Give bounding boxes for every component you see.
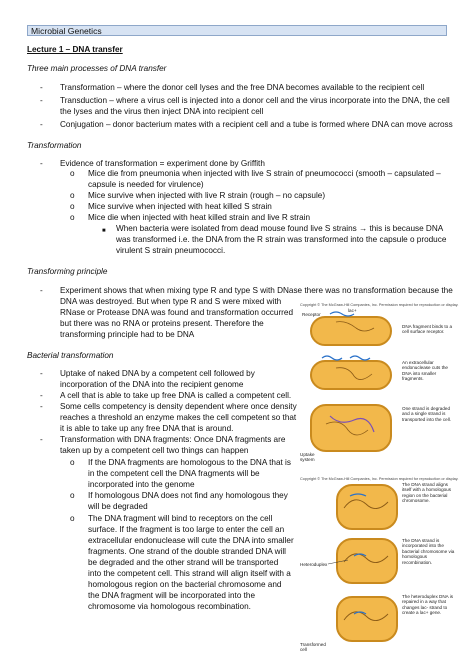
figure-copyright: Copyright © The McGraw-Hill Companies, Inc. Permission required for reproduction or display. (300, 477, 459, 481)
list-item: Uptake of naked DNA by a competent cell followed by (60, 369, 255, 378)
list-item: will be degraded (88, 502, 148, 511)
bullet-circle: o (70, 514, 75, 523)
list-item: A cell that is able to take up free DNA is called a competent cell. (60, 391, 292, 400)
bullet-dash: - (40, 96, 43, 105)
list-item: The DNA fragment will bind to receptors on the cell (88, 514, 273, 523)
list-item: reaches a threshold an enzyme makes the cell competent so that (60, 413, 297, 422)
dna-strands-graphic (300, 300, 400, 460)
page-header: Microbial Genetics (27, 25, 447, 36)
section-title-transforming-principle: Transforming principle (27, 267, 108, 276)
figure-copyright: Copyright © The McGraw-Hill Companies, Inc. Permission required for reproduction or display. (300, 303, 459, 307)
bullet-circle: o (70, 491, 75, 500)
list-item: but there was no RNA or proteins present. Therefore the (60, 319, 264, 328)
list-item: When bacteria were isolated from dead mouse found live S strains → this is because DNA (116, 224, 444, 233)
section-title-bacterial-transformation: Bacterial transformation (27, 351, 114, 360)
bullet-dash: - (40, 159, 43, 168)
list-item: incorporated into the genome (88, 480, 195, 489)
figure-note: DNA fragment binds to a cell surface receptor. (402, 324, 453, 335)
list-item: chromosome via homologous recombination. (88, 602, 251, 611)
bullet-dash: - (40, 286, 43, 295)
section-title-transformation: Transformation (27, 141, 82, 150)
bullet-circle: o (70, 213, 75, 222)
bullet-circle: o (70, 458, 75, 467)
label-heteroduplex: Heteroduplex (300, 562, 328, 567)
list-item: transforming principle had to be DNA (60, 330, 195, 339)
list-item: incorporation of the DNA into the recipient genome (60, 380, 244, 389)
figure-dna-uptake (300, 300, 460, 470)
bullet-circle: o (70, 202, 75, 211)
bullet-square: ■ (102, 228, 106, 234)
list-item: it is able to take up any free DNA that is around. (60, 424, 234, 433)
list-item: in the competent cell the DNA fragments will be (88, 469, 260, 478)
list-item: capsule is needed for virulence) (88, 180, 204, 189)
label-transformed-cell: Transformed cell (300, 642, 326, 653)
figure-recombination (300, 474, 460, 664)
list-item: If homologous DNA does not find any homologous they (88, 491, 288, 500)
figure-note: The heteroduplex DNA is repaired in a way that changes lac- strand to create a lac+ gene. (402, 594, 454, 616)
list-item: the lyses and the virus then inject DNA into recipient cell (60, 107, 264, 116)
list-item: Transformation with DNA fragments: Once DNA fragments are (60, 435, 286, 444)
list-item: was transformed i.e. the DNA from the R strain was transformed into the capsule o produce (116, 235, 447, 244)
label-receptor: Receptor (302, 312, 321, 317)
list-item: Some cells competency is density dependent where once density (60, 402, 297, 411)
section-title-processes: Three main processes of DNA transfer (27, 64, 167, 73)
lecture-title: Lecture 1 – DNA transfer (27, 45, 123, 54)
bullet-dash: - (40, 83, 43, 92)
list-item: RNase or Protease DNA was found and transformation occurred (60, 308, 294, 317)
bullet-dash: - (40, 120, 43, 129)
list-item: If the DNA fragments are homologous to the DNA that is (88, 458, 291, 467)
bullet-dash: - (40, 435, 43, 444)
bullet-dash: - (40, 402, 43, 411)
figure-note: The DNA strand aligns itself with a homologous region on the bacterial chromosome. (402, 482, 452, 504)
list-item: homologous region on the bacterial chromosome and (88, 580, 282, 589)
figure-note: The DNA strand is incorporated into the bacterial chromosome via homologous recombination. (402, 538, 455, 565)
bullet-dash: - (40, 369, 43, 378)
list-item: Transformation – where the donor cell lyses and the free DNA becomes available to the recipient cell (60, 83, 425, 92)
label-uptake-system: Uptake system (300, 452, 315, 463)
list-item: Mice die from pneumonia when injected with live S strain of pneumococci (smooth – capsulated – (88, 169, 441, 178)
list-item: DNA was destroyed. But when type R and S were mixed with (60, 297, 282, 306)
list-item: fragments. One strand of the double stranded DNA will (88, 547, 286, 556)
list-item: Mice die when injected with heat killed strain and live R strain (88, 213, 311, 222)
figure-note: An extracellular endonuclease cuts the DNA into smaller fragments. (402, 360, 448, 382)
list-item: extracellular endonuclease will cute the DNA into smaller (88, 536, 294, 545)
list-item: into the competent cell. This strand will align itself with a (88, 569, 291, 578)
list-item: Mice survive when injected with heat killed S strain (88, 202, 272, 211)
list-item: Evidence of transformation = experiment done by Griffith (60, 159, 265, 168)
list-item: the DNA fragment will be incorporated into the (88, 591, 256, 600)
bullet-circle: o (70, 169, 75, 178)
figure-note: One strand is degraded and a single strand is transported into the cell. (402, 406, 452, 422)
label-lac: lac+ (348, 308, 357, 313)
list-item: Transduction – where a virus cell is injected into a donor cell and the virus incorporate into the DNA, the cell (60, 96, 450, 105)
list-item: be degraded and the other strand will be transported (88, 558, 279, 567)
list-item: Mice survive when injected with live R strain (rough – no capsule) (88, 191, 326, 200)
list-item: Experiment shows that when mixing type R and type S with DNase there was no transformation because the (60, 286, 453, 295)
list-item: surface. If the fragment is too large to enter the cell an (88, 525, 285, 534)
list-item: virulent S strain pneumococci. (116, 246, 226, 255)
list-item: taken up by a competent cell two things can happen (60, 446, 249, 455)
bullet-circle: o (70, 191, 75, 200)
list-item: Conjugation – donor bacterium mates with a recipient cell and a tube is formed where DNA can move across (60, 120, 453, 129)
bullet-dash: - (40, 391, 43, 400)
